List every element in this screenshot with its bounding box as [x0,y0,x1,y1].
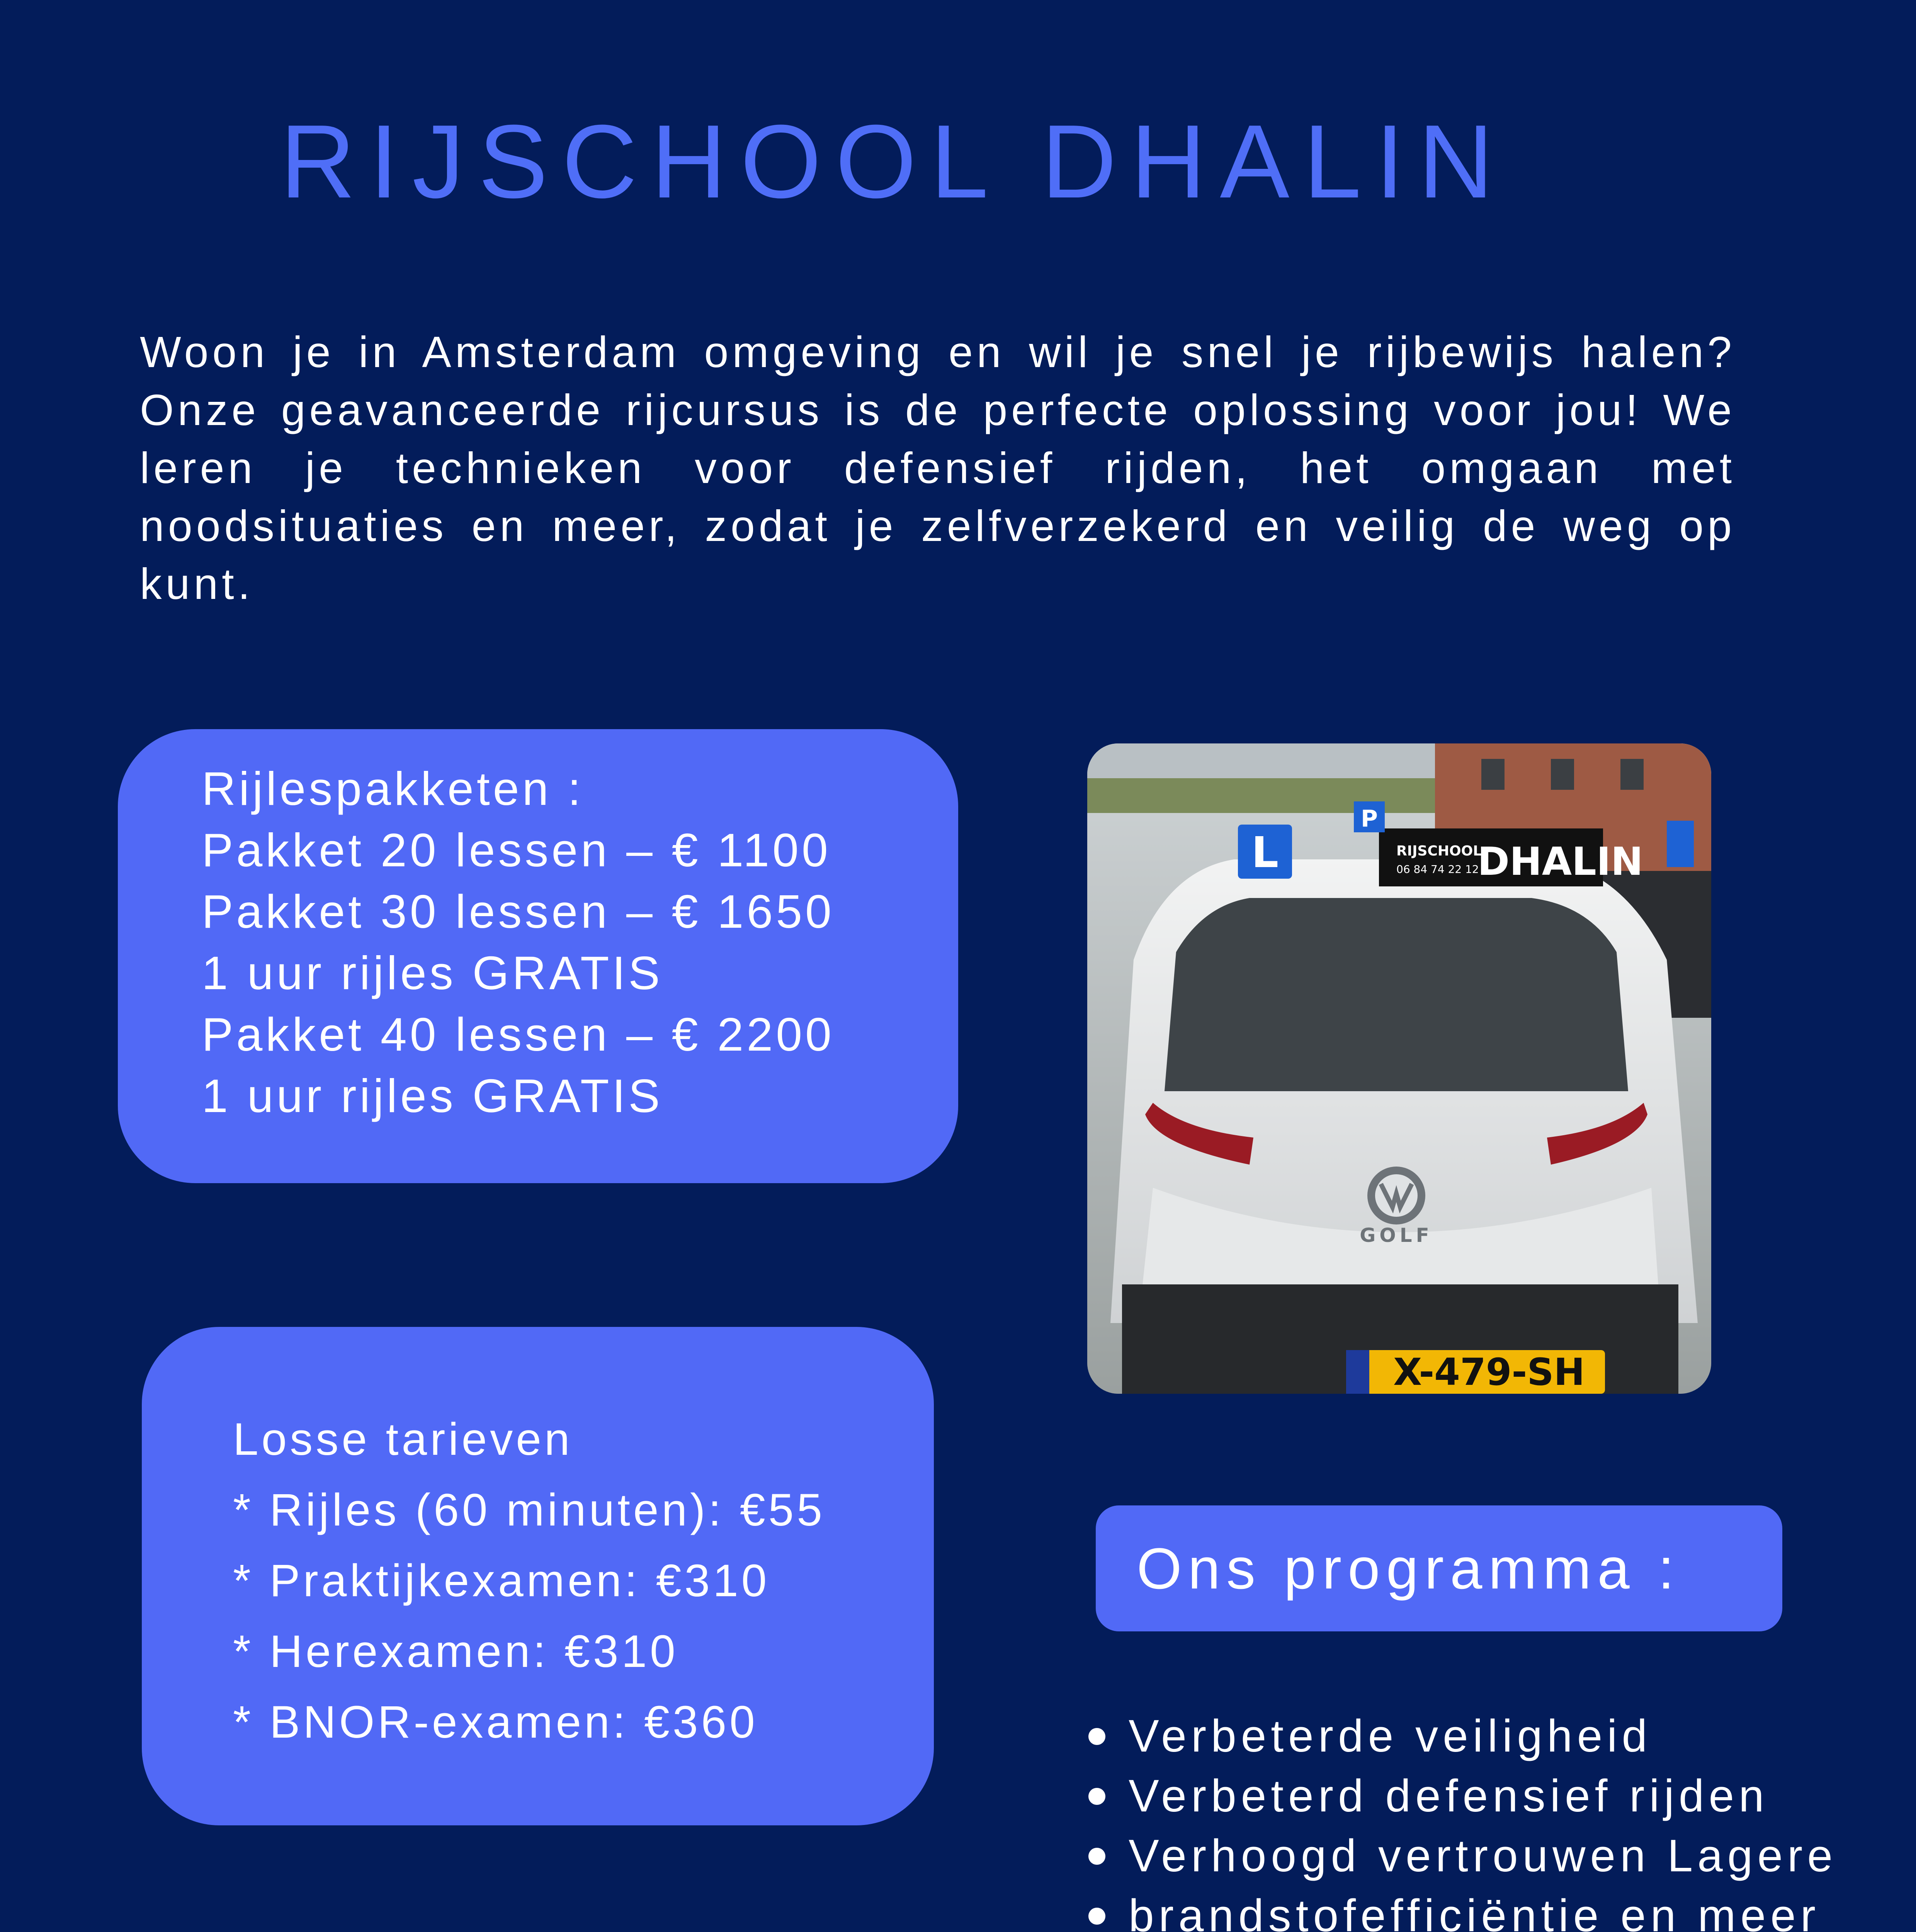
bullet-dot-icon [1088,1848,1105,1865]
parking-sign: P [1361,805,1378,832]
intro-paragraph: Woon je in Amsterdam omgeving en wil je snel je rijbewijs halen? Onze geavanceerde rijcursus is de perfecte oplossing voor jou! We leren je technieken voor defensief rijden, het omgaan met noodsituaties en meer, zodat je zelfverzekerd en veilig de weg op kunt. [140,328,1736,608]
program-item [1082,1826,1837,1886]
package-line: Pakket 40 lessen – € 2200 [202,1008,835,1061]
rate-item: * Praktijkexamen: €310 [233,1555,770,1606]
program-list [1082,1706,1837,1932]
car-photo [1087,743,1711,1394]
program-item-label: Verhoogd vertrouwen Lagere [1129,1830,1837,1881]
program-item-label: Verbeterde veiligheid [1129,1711,1652,1762]
program-item [1082,1766,1837,1826]
sign-small-text: RIJSCHOOL [1396,843,1482,859]
bullet-dot-icon [1088,1908,1105,1925]
rate-item: * BNOR-examen: €360 [233,1697,758,1748]
car-illustration [1087,743,1711,1394]
sign-brand-text: DHALIN [1477,839,1643,884]
rate-item: * Herexamen: €310 [233,1626,678,1677]
package-line: Pakket 20 lessen – € 1100 [202,824,831,876]
packages-heading: Rijlespakketen : [202,762,584,815]
package-line: Pakket 30 lessen – € 1650 [202,885,835,938]
bullet-dot-icon [1088,1788,1105,1805]
program-heading-pill: Ons programma : [1096,1505,1782,1631]
license-plate-text: X-479-SH [1393,1350,1585,1394]
program-item-label: brandstofefficiëntie en meer [1129,1890,1821,1932]
rates-card [142,1327,934,1825]
program-item [1082,1706,1837,1766]
rates-heading: Losse tarieven [233,1414,573,1465]
page-title: RIJSCHOOL DHALIN [280,104,1508,220]
car-model-label: GOLF [1360,1224,1433,1247]
sign-number-text: 06 84 74 22 12 [1396,863,1479,876]
packages-card [118,729,958,1183]
package-line: 1 uur rijles GRATIS [202,1070,663,1122]
rate-item: * Rijles (60 minuten): €55 [233,1485,825,1536]
package-line: 1 uur rijles GRATIS [202,947,663,999]
program-item [1082,1886,1837,1932]
learner-badge: L [1251,828,1279,877]
bullet-dot-icon [1088,1728,1105,1745]
program-item-label: Verbeterd defensief rijden [1129,1770,1769,1821]
